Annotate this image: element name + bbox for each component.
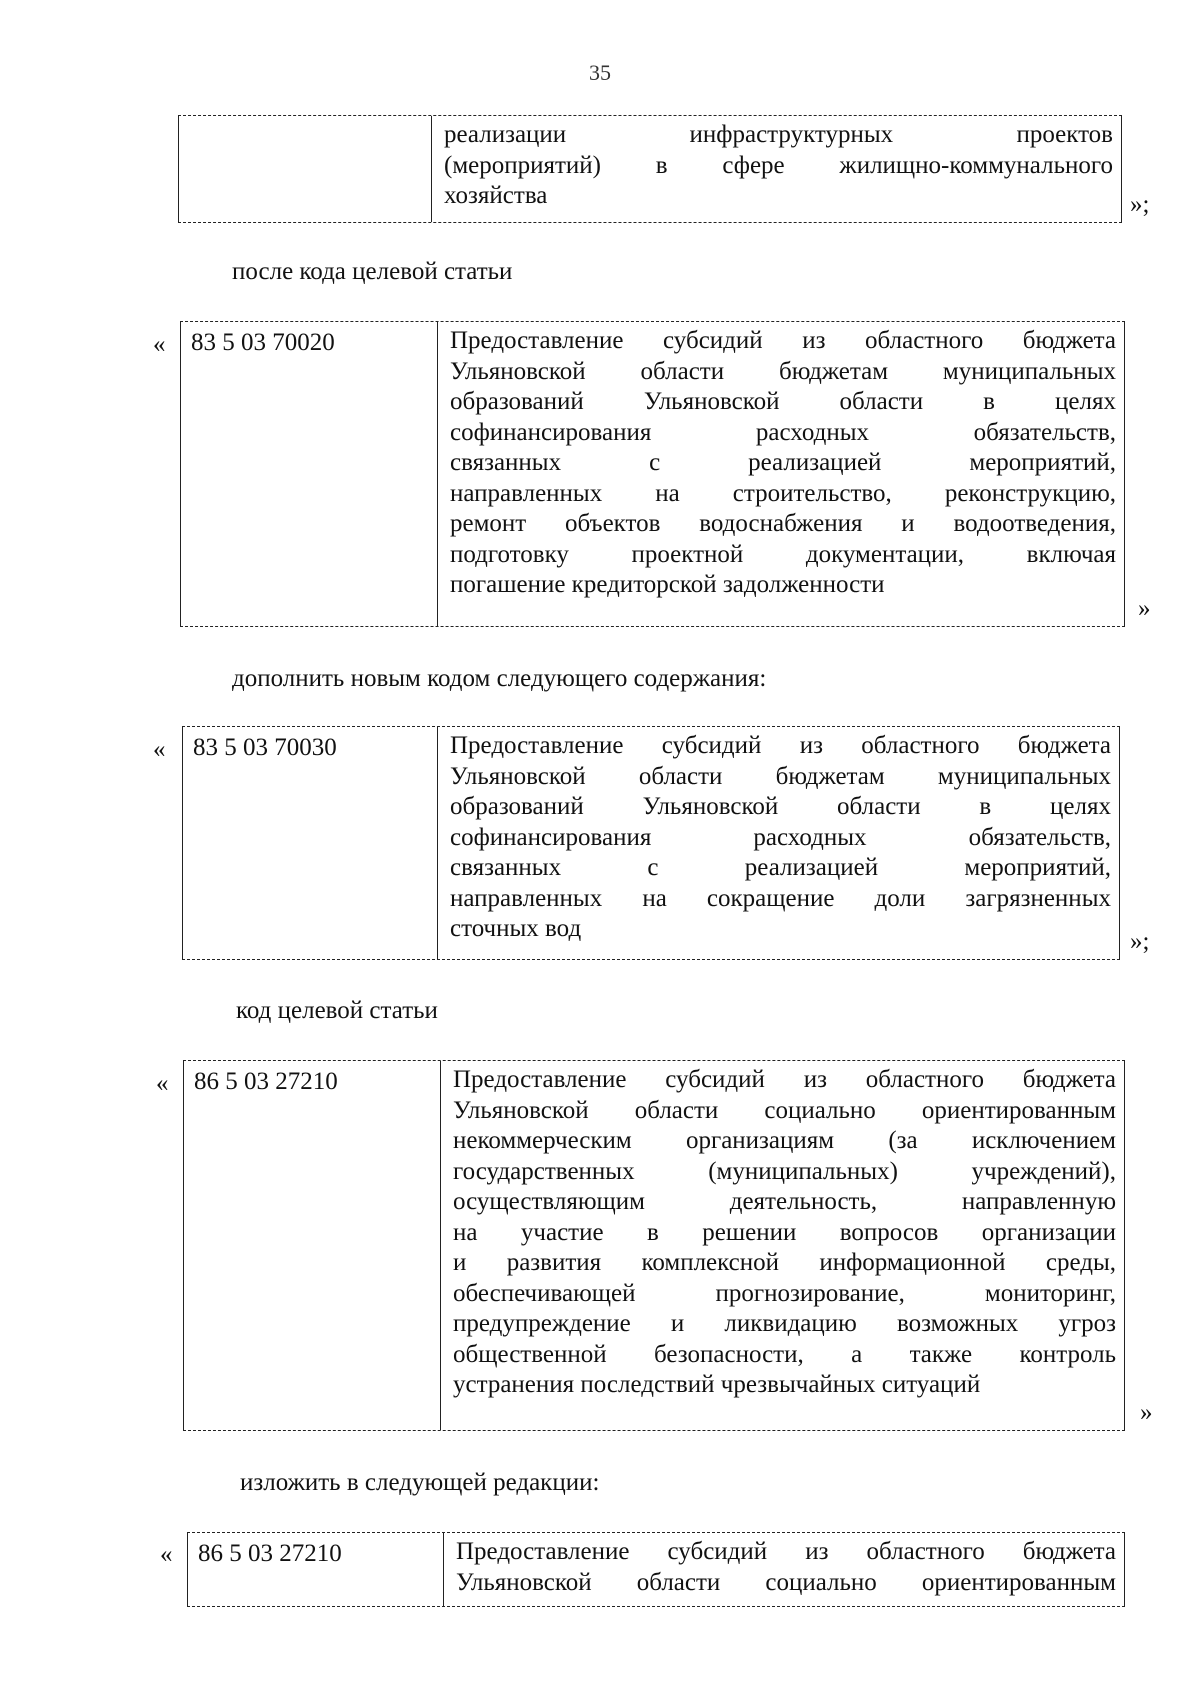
description-line: общественной безопасности, а также контроль	[453, 1340, 1116, 1368]
description-line: осуществляющим деятельность, направленную	[453, 1188, 1116, 1215]
description-line: Предоставление субсидий из областного бюджета	[453, 1066, 1116, 1093]
code-table-continued	[178, 115, 1122, 223]
opening-quote: «	[153, 736, 166, 763]
description-line: и развития комплексной информационной среды,	[453, 1249, 1116, 1276]
description-line: Предоставление субсидий из областного бюджета	[450, 327, 1116, 354]
description-line: образований Ульяновской области в целях	[450, 388, 1116, 415]
code-table-70020	[180, 321, 1125, 627]
description-line: Предоставление субсидий из областного бюджета	[450, 732, 1111, 759]
instruction-paragraph: код целевой статьи	[236, 997, 438, 1024]
description-line: предупреждение и ликвидацию возможных угроз	[453, 1310, 1116, 1337]
description-line: реализации инфраструктурных проектов	[444, 121, 1113, 148]
closing-quote: »	[1138, 595, 1151, 622]
description-line: направленных на строительство, реконструкцию,	[450, 479, 1116, 507]
code-table-27210	[183, 1060, 1125, 1431]
code-cell	[180, 322, 437, 626]
instruction-paragraph: после кода целевой статьи	[232, 258, 513, 285]
description-cell	[431, 116, 1122, 222]
target-code: 86 5 03 27210	[194, 1068, 338, 1095]
instruction-paragraph: дополнить новым кодом следующего содержания:	[232, 665, 767, 692]
page-number: 35	[589, 60, 611, 85]
description-line: Ульяновской области социально ориентированным	[456, 1568, 1116, 1596]
description-line: связанных с реализацией мероприятий,	[450, 854, 1111, 881]
description-cell	[437, 322, 1125, 626]
description-line: Ульяновской области бюджетам муниципальных	[450, 357, 1116, 385]
description-line: софинансирования расходных обязательств,	[450, 823, 1111, 851]
description-line: устранения последствий чрезвычайных ситуаций	[453, 1371, 981, 1398]
code-table-27210-new	[187, 1532, 1125, 1607]
instruction-paragraph: изложить в следующей редакции:	[240, 1469, 600, 1496]
description-line: образований Ульяновской области в целях	[450, 793, 1111, 820]
code-cell	[183, 1061, 440, 1430]
code-cell	[187, 1533, 443, 1606]
description-line: подготовку проектной документации, включая	[450, 540, 1116, 568]
code-cell	[182, 727, 437, 959]
description-cell	[440, 1061, 1125, 1430]
opening-quote: «	[160, 1541, 173, 1568]
opening-quote: «	[156, 1070, 169, 1097]
closing-quote: »;	[1130, 928, 1150, 955]
description-line: обеспечивающей прогнозирование, мониторинг,	[453, 1279, 1116, 1307]
description-line: Ульяновской области социально ориентированным	[453, 1096, 1116, 1124]
description-line: Ульяновской области бюджетам муниципальных	[450, 762, 1111, 790]
closing-quote: »	[1140, 1399, 1153, 1426]
closing-quote: »;	[1130, 191, 1150, 218]
description-cell	[443, 1533, 1125, 1606]
description-line: хозяйства	[444, 182, 548, 209]
code-table-70030	[182, 726, 1120, 960]
target-code: 83 5 03 70020	[191, 329, 335, 356]
description-line: сточных вод	[450, 915, 582, 942]
target-code: 83 5 03 70030	[193, 734, 337, 761]
description-line: погашение кредиторской задолженности	[450, 571, 885, 598]
description-line: направленных на сокращение доли загрязненных	[450, 884, 1111, 912]
description-line: некоммерческим организациям (за исключением	[453, 1127, 1116, 1154]
description-line: Предоставление субсидий из областного бюджета	[456, 1538, 1116, 1565]
description-cell	[437, 727, 1120, 959]
description-line: государственных (муниципальных) учреждений),	[453, 1157, 1116, 1185]
description-line: софинансирования расходных обязательств,	[450, 418, 1116, 446]
opening-quote: «	[153, 331, 166, 358]
description-line: на участие в решении вопросов организации	[453, 1218, 1116, 1246]
description-line: (мероприятий) в сфере жилищно-коммунального	[444, 151, 1113, 179]
target-code: 86 5 03 27210	[198, 1540, 342, 1567]
description-line: ремонт объектов водоснабжения и водоотведения,	[450, 510, 1116, 537]
description-line: связанных с реализацией мероприятий,	[450, 449, 1116, 476]
code-cell	[178, 116, 431, 222]
